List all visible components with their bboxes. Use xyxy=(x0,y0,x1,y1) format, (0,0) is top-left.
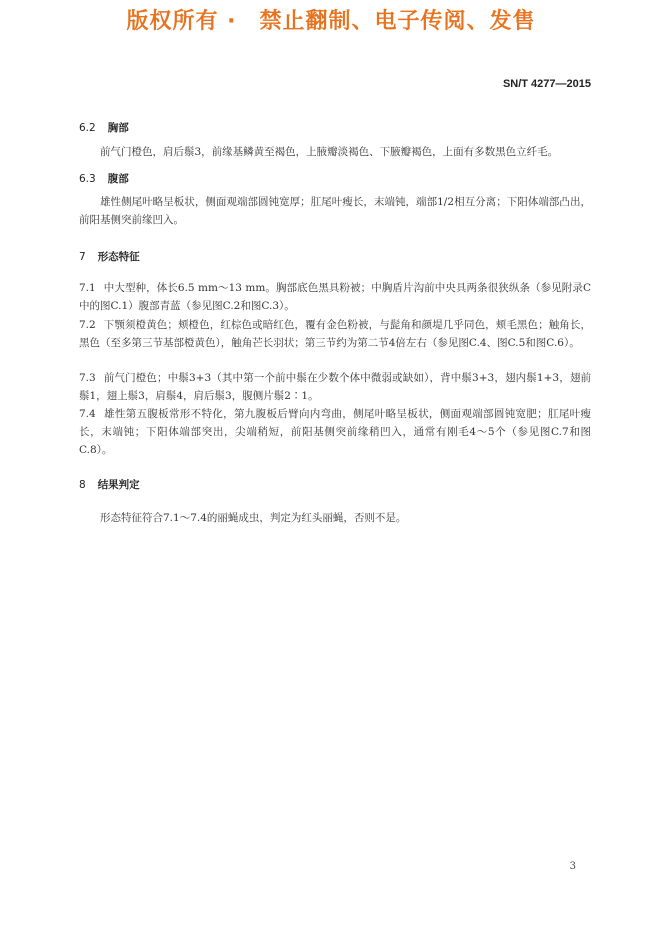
clause-text: 下颚须橙黄色；颊橙色，红棕色或暗红色，覆有金色粉被，与髭角和颜堤几乎同色，颊毛黑色；触角长，黑色（至多第三节基部橙黄色），触角芒长羽状；第三节约为第二节4倍左右（参见图C.4、图C.5和图C.6）。 xyxy=(79,319,591,349)
section-7-4-text xyxy=(79,405,591,459)
section-7-3-text xyxy=(79,369,591,405)
section-6-2-heading xyxy=(79,120,129,135)
section-title: 形态特征 xyxy=(97,251,140,263)
section-7-1-text xyxy=(79,279,591,315)
section-number: 7.4 xyxy=(79,408,96,420)
clause-text: 中大型种，体长6.5 mm～13 mm。胸部底色黑具粉被；中胸盾片沟前中央具两条很狭纵条（参见附录C中的图C.1）腹部青蓝（参见图C.2和图C.3）。 xyxy=(79,282,591,312)
clause-text: 前气门橙色；中鬃3+3（其中第一个前中鬃在少数个体中微弱或缺如），背中鬃3+3，翅内鬃1+3，翅前鬃1，翅上鬃3，肩鬃4，肩后鬃3，腹侧片鬃2∶1。 xyxy=(79,372,591,402)
section-title: 胸部 xyxy=(107,122,129,134)
section-number: 7.3 xyxy=(79,372,96,384)
section-8-heading xyxy=(79,477,140,492)
section-title: 腹部 xyxy=(107,173,129,185)
standard-number: SN/T 4277—2015 xyxy=(502,78,591,90)
section-number: 6.3 xyxy=(79,173,96,185)
section-title: 结果判定 xyxy=(97,479,140,491)
section-8-text: 形态特征符合7.1～7.4的丽蝇成虫，判定为红头丽蝇，否则不是。 xyxy=(100,512,407,524)
section-number: 7 xyxy=(79,251,86,263)
copyright-watermark: 版权所有 · 禁止翻制、电子传阅、发售 xyxy=(126,9,536,34)
section-6-3-heading xyxy=(79,171,129,186)
section-7-heading xyxy=(79,249,140,264)
section-7-2-text xyxy=(79,316,591,352)
section-number: 7.2 xyxy=(79,319,96,331)
clause-text: 雄性第五腹板常形不特化，第九腹板后臂向内弯曲，侧尾叶略呈板状，侧面观端部圆钝宽肥；肛尾叶瘦长，末端钝；下阳体端部突出，尖端稍短，前阳基侧突前缘稍凹入，通常有刚毛4～5个（参见图C.7和图C.8）。 xyxy=(79,408,591,456)
section-6-3-text: 雄性侧尾叶略呈板状，侧面观端部圆钝宽厚；肛尾叶瘦长，末端钝，端部1/2相互分离；下阳体端部凸出，前阳基侧突前缘凹入。 xyxy=(79,196,591,226)
section-6-2-text: 前气门橙色，肩后鬃3，前缘基鳞黄至褐色，上腋瓣淡褐色、下腋瓣褐色，上面有多数黑色立纤毛。 xyxy=(100,146,559,158)
section-number: 6.2 xyxy=(79,122,96,134)
section-number: 7.1 xyxy=(79,282,96,294)
section-number: 8 xyxy=(79,479,86,491)
page-number: 3 xyxy=(569,861,576,872)
